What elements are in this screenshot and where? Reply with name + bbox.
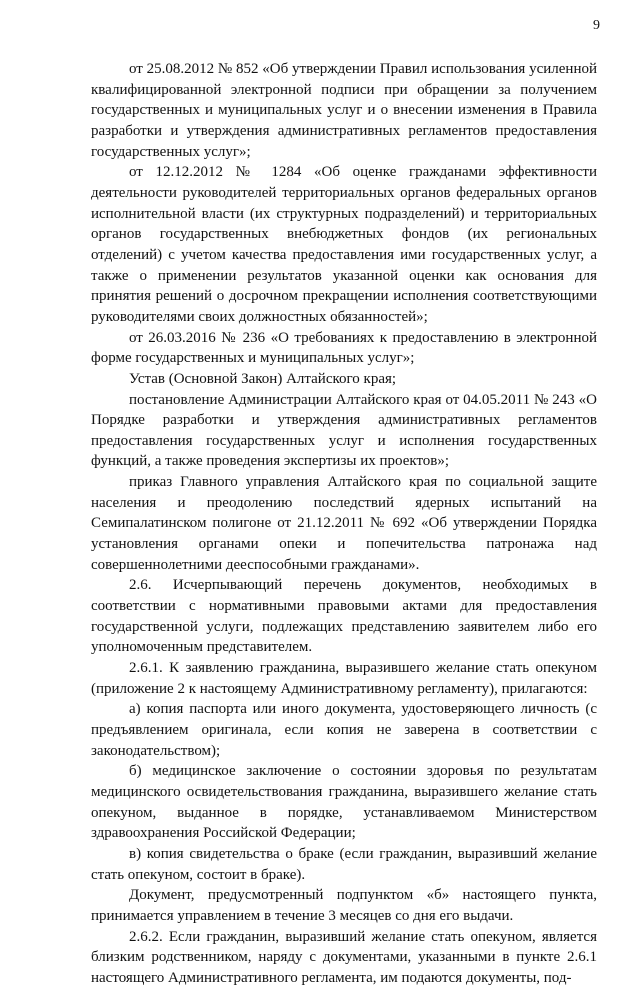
paragraph: а) копия паспорта или иного документа, удостоверяющего личность (с предъявлением оригинала, если копия не заверена в соответствии с законодательством); — [91, 701, 597, 759]
paragraph: Документ, предусмотренный подпунктом «б» настоящего пункта, принимается управлением в течение 3 месяцев со дня его выдачи. — [91, 887, 597, 924]
paragraph: в) копия свидетельства о браке (если гражданин, выразивший желание стать опекуном, состоит в браке). — [91, 845, 597, 883]
paragraph: 2.6.2. Если гражданин, выразивший желание стать опекуном, является близким родственником, наряду с документами, указанными в пункте 2.6.1 настоящего Административного регламента, им подаются документы, под- — [91, 928, 597, 986]
paragraph: 2.6. Исчерпывающий перечень документов, необходимых в соответствии с нормативными правовыми актами для предоставления государственной услуги, подлежащих представлению заявителем либо его уполномоченным представителем. — [91, 577, 597, 656]
document-body — [91, 59, 597, 989]
paragraph: от 26.03.2016 № 236 «О требованиях к предоставлению в электронной форме государственных и муниципальных услуг»; — [91, 329, 597, 367]
paragraph: от 12.12.2012 № 1284 «Об оценке гражданами эффективности деятельности руководителей территориальных органов федеральных органов исполнительной власти (их структурных подразделений) и территориальных органов государственных внебюджетных фондов (их региональных отделений) с учетом качества предоставления ими государственных услуг, а также о применении результатов указанной оценки как основания для принятия решений о досрочном прекращении исполнения соответствующими руководителями своих должностных обязанностей»; — [91, 164, 597, 325]
paragraph: Устав (Основной Закон) Алтайского края; — [129, 370, 397, 387]
paragraph: б) медицинское заключение о состоянии здоровья по результатам медицинского освидетельствования гражданина, выразившего желание стать опекуном, выданное в порядке, устанавливаемом Министерством здравоохранения Российской Федерации; — [91, 763, 597, 842]
page-number: 9 — [593, 18, 600, 33]
paragraph: 2.6.1. К заявлению гражданина, выразившего желание стать опекуном (приложение 2 к настоящему Административному регламенту), прилагаются: — [91, 660, 597, 697]
paragraph: постановление Администрации Алтайского края от 04.05.2011 № 243 «О Порядке разработки и утверждения административных регламентов предоставления государственных услуг и исполнения государственных функций, а также проведения экспертизы их проектов»; — [91, 391, 597, 470]
paragraph: от 25.08.2012 № 852 «Об утверждении Правил использования усиленной квалифицированной электронной подписи при обращении за получением государственных и муниципальных услуг и о внесении изменения в Правила разработки и утверждения административных регламентов предоставления государственных услуг»; — [91, 61, 597, 160]
paragraph: приказ Главного управления Алтайского края по социальной защите населения и преодолению последствий ядерных испытаний на Семипалатинском полигоне от 21.12.2011 № 692 «Об утверждении Порядка установления органами опеки и попечительства патронажа над совершеннолетними дееспособными гражданами». — [91, 474, 597, 573]
